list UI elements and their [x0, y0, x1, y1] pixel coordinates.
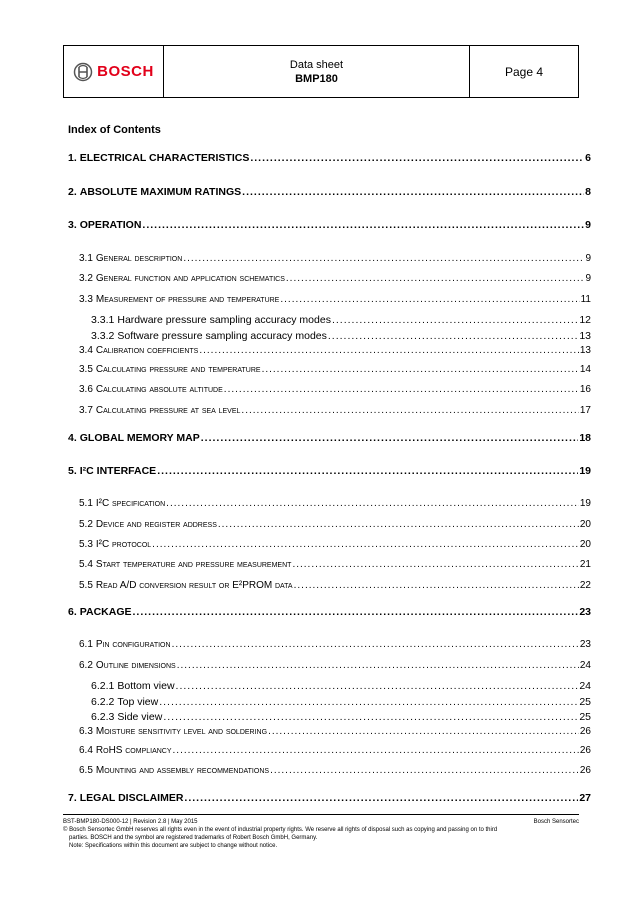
- toc-leader-dots: [250, 151, 584, 165]
- toc-entry-label: PACKAGE: [79, 606, 132, 618]
- toc-leader-dots: [332, 313, 578, 327]
- toc-entry-label: Outline dimensions: [95, 660, 176, 671]
- toc-entry-label: General function and application schematics: [95, 273, 285, 284]
- toc-entry-number: 3.3.2: [91, 330, 115, 342]
- toc-entry-label: LEGAL DISCLAIMER: [79, 792, 184, 804]
- toc-entry-label: OPERATION: [79, 219, 142, 231]
- bosch-logo: [73, 62, 154, 82]
- toc-entry[interactable]: [68, 605, 591, 619]
- toc-entry-number: 3.1: [79, 253, 93, 264]
- toc-entry[interactable]: [68, 464, 591, 478]
- toc-entry[interactable]: [68, 151, 591, 165]
- toc-entry-page: 8: [585, 186, 591, 198]
- toc-entry-page: 26: [579, 765, 591, 776]
- toc-entry[interactable]: [79, 363, 591, 377]
- toc-entry-label: I²C protocol: [95, 539, 152, 550]
- title-cell: [164, 46, 470, 97]
- doc-type: Data sheet: [289, 58, 344, 71]
- toc-entry-label: Calculating pressure and temperature: [95, 364, 261, 375]
- toc-leader-dots: [270, 764, 579, 778]
- toc-entry-number: 5.2: [79, 519, 93, 530]
- toc-leader-dots: [262, 363, 579, 377]
- toc-entry-number: 6.2.1: [91, 680, 115, 692]
- toc-leader-dots: [241, 404, 578, 418]
- toc-entry-number: 4.: [68, 432, 77, 444]
- toc-entry[interactable]: [79, 272, 591, 286]
- toc-entry-number: 3.3.1: [91, 314, 115, 326]
- toc-entry-label: Top view: [117, 696, 159, 708]
- toc-entry[interactable]: [91, 329, 591, 343]
- toc-entry[interactable]: [91, 313, 591, 327]
- toc-entry-number: 1.: [68, 152, 77, 164]
- toc-leader-dots: [294, 579, 579, 593]
- toc-entry-number: 3.5: [79, 364, 93, 375]
- toc-entry-label: ELECTRICAL CHARACTERISTICS: [79, 152, 250, 164]
- toc-leader-dots: [173, 744, 579, 758]
- toc-entry[interactable]: [91, 695, 591, 709]
- toc-entry[interactable]: [91, 679, 591, 693]
- toc-entry-page: 9: [585, 253, 591, 264]
- toc-entry-label: Side view: [117, 711, 163, 723]
- toc-entry-label: Mounting and assembly recommendations: [95, 765, 270, 776]
- toc-entry[interactable]: [79, 558, 591, 572]
- toc-entry[interactable]: [79, 744, 591, 758]
- toc-entry-label: Measurement of pressure and temperature: [95, 294, 280, 305]
- toc-entry-number: 2.: [68, 186, 77, 198]
- toc-leader-dots: [176, 679, 579, 693]
- page-footer: [63, 818, 579, 850]
- toc-leader-dots: [199, 344, 579, 358]
- toc-entry[interactable]: [79, 518, 591, 532]
- product-name: BMP180: [295, 72, 338, 85]
- toc-entry-label: Start temperature and pressure measurement: [95, 559, 292, 570]
- toc-entry-number: 6.2.3: [91, 711, 115, 723]
- toc-leader-dots: [172, 638, 579, 652]
- toc-entry-number: 3.6: [79, 384, 93, 395]
- toc-entry-page: 23: [579, 639, 591, 650]
- toc-entry[interactable]: [91, 710, 591, 724]
- toc-entry-label: Calculating absolute altitude: [95, 384, 223, 395]
- toc-leader-dots: [177, 659, 579, 673]
- page-number: Page 4: [504, 64, 544, 79]
- toc-entry-page: 18: [579, 432, 591, 444]
- toc-entry-page: 21: [579, 559, 591, 570]
- toc-entry-number: 3.: [68, 219, 77, 231]
- toc-entry[interactable]: [68, 185, 591, 199]
- toc-entry-label: Calculating pressure at sea level: [95, 405, 241, 416]
- trademark-text: parties. BOSCH and the symbol are registered trademarks of Robert Bosch GmbH, Germany.: [69, 835, 318, 841]
- toc-entry-number: 6.4: [79, 745, 93, 756]
- toc-entry-label: Hardware pressure sampling accuracy modes: [117, 314, 331, 326]
- toc-entry-label: GLOBAL MEMORY MAP: [79, 432, 200, 444]
- toc-leader-dots: [280, 293, 579, 307]
- toc-entry-page: 26: [579, 726, 591, 737]
- toc-entry-page: 6: [585, 152, 591, 164]
- toc-entry[interactable]: [79, 293, 591, 307]
- toc-entry-page: 27: [579, 792, 591, 804]
- toc-entry[interactable]: [79, 659, 591, 673]
- toc-entry-label: RoHS compliancy: [95, 745, 172, 756]
- toc-entry-page: 19: [579, 498, 591, 509]
- toc-leader-dots: [242, 185, 584, 199]
- copyright-text: © Bosch Sensortec GmbH reserves all rights even in the event of industrial property rights. We reserve all rights of disposal such as copying and passing on to third: [63, 827, 498, 833]
- toc-entry-page: 23: [579, 606, 591, 618]
- toc-entry-page: 14: [579, 364, 591, 375]
- toc-entry-page: 24: [579, 680, 591, 692]
- toc-entry-page: 20: [579, 539, 591, 550]
- toc-leader-dots: [268, 725, 579, 739]
- toc-entry-number: 5.4: [79, 559, 93, 570]
- toc-entry[interactable]: [79, 538, 591, 552]
- toc-entry-number: 6.: [68, 606, 77, 618]
- toc-entry[interactable]: [79, 404, 591, 418]
- toc-entry-page: 16: [579, 384, 591, 395]
- toc-entry-number: 3.4: [79, 345, 93, 356]
- toc-leader-dots: [166, 497, 579, 511]
- toc-leader-dots: [133, 605, 579, 619]
- toc-entry-label: ABSOLUTE MAXIMUM RATINGS: [79, 186, 242, 198]
- toc-leader-dots: [286, 272, 585, 286]
- toc-entry-label: Device and register address: [95, 519, 217, 530]
- page-header: [63, 45, 579, 98]
- toc-entry[interactable]: [79, 383, 591, 397]
- toc-entry-page: 19: [579, 465, 591, 477]
- toc-entry-number: 6.5: [79, 765, 93, 776]
- toc-entry-number: 6.2: [79, 660, 93, 671]
- toc-entry-number: 5.1: [79, 498, 93, 509]
- toc-entry-label: Moisture sensitivity level and soldering: [95, 726, 268, 737]
- toc-entry-number: 3.2: [79, 273, 93, 284]
- toc-entry-label: Read A/D conversion result or E²PROM data: [95, 580, 293, 591]
- doc-reference: BST-BMP180-DS000-12 | Revision 2.8 | May 2015: [63, 819, 198, 825]
- notice-text: Note: Specifications within this document are subject to change without notice.: [69, 843, 278, 849]
- toc-leader-dots: [201, 431, 579, 445]
- toc-entry-page: 24: [579, 660, 591, 671]
- toc-entry-page: 25: [579, 711, 591, 723]
- toc-leader-dots: [142, 218, 584, 232]
- toc-entry-page: 25: [579, 696, 591, 708]
- toc-entry-label: Software pressure sampling accuracy modes: [117, 330, 327, 342]
- toc-entry[interactable]: [79, 497, 591, 511]
- toc-leader-dots: [328, 329, 578, 343]
- toc-entry-number: 5.: [68, 465, 77, 477]
- toc-entry-number: 6.3: [79, 726, 93, 737]
- toc-leader-dots: [157, 464, 578, 478]
- toc-entry-number: 5.5: [79, 580, 93, 591]
- toc-entry-label: Bottom view: [117, 680, 175, 692]
- bosch-armature-icon: [73, 62, 93, 82]
- footer-divider: [63, 814, 579, 815]
- toc-entry[interactable]: [79, 579, 591, 593]
- toc-entry-label: Pin configuration: [95, 639, 171, 650]
- toc-entry-page: 13: [579, 330, 591, 342]
- toc-entry[interactable]: [79, 344, 591, 358]
- toc-leader-dots: [183, 252, 584, 266]
- toc-entry-number: 3.3: [79, 294, 93, 305]
- toc-entry-number: 3.7: [79, 405, 93, 416]
- toc-leader-dots: [218, 518, 579, 532]
- toc-leader-dots: [152, 538, 579, 552]
- toc-entry[interactable]: [79, 725, 591, 739]
- toc-entry-label: I²C specification: [95, 498, 166, 509]
- toc-entry-number: 7.: [68, 792, 77, 804]
- toc-leader-dots: [292, 558, 578, 572]
- toc-entry-page: 26: [579, 745, 591, 756]
- logo-text: BOSCH: [97, 63, 154, 80]
- toc-entry-number: 5.3: [79, 539, 93, 550]
- toc-entry-page: 22: [579, 580, 591, 591]
- toc-entry-label: I²C INTERFACE: [79, 465, 157, 477]
- toc-entry-page: 13: [579, 345, 591, 356]
- toc-entry[interactable]: [79, 252, 591, 266]
- toc-entry[interactable]: [79, 764, 591, 778]
- toc-entry-page: 20: [579, 519, 591, 530]
- company-name: Bosch Sensortec: [533, 819, 579, 825]
- toc-leader-dots: [163, 710, 578, 724]
- toc-entry[interactable]: [68, 791, 591, 805]
- toc-entry-page: 11: [580, 294, 591, 305]
- toc-entry[interactable]: [68, 218, 591, 232]
- toc-leader-dots: [184, 791, 578, 805]
- toc-entry[interactable]: [68, 431, 591, 445]
- toc-entry-label: Calibration coefficients: [95, 345, 199, 356]
- toc-entry-page: 9: [585, 219, 591, 231]
- toc-entry-page: 17: [579, 405, 591, 416]
- toc-heading: Index of Contents: [68, 124, 161, 136]
- logo-cell: [64, 46, 164, 97]
- toc-entry-label: General description: [95, 253, 183, 264]
- toc-entry-number: 6.2.2: [91, 696, 115, 708]
- toc-entry[interactable]: [79, 638, 591, 652]
- toc-leader-dots: [224, 383, 579, 397]
- toc-leader-dots: [159, 695, 578, 709]
- toc-entry-page: 12: [579, 314, 591, 326]
- toc-entry-page: 9: [585, 273, 591, 284]
- toc-entry-number: 6.1: [79, 639, 93, 650]
